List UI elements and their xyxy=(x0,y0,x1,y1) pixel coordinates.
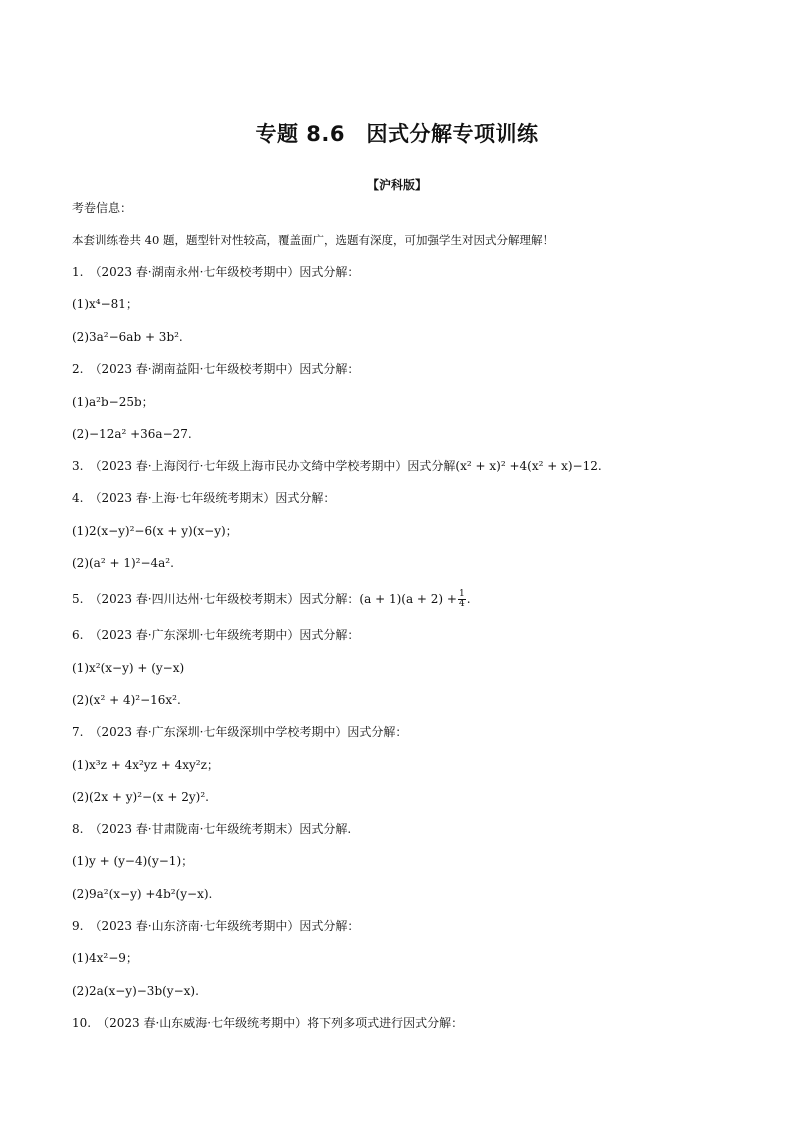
question-7-head: 7. （2023 春·广东深圳·七年级深圳中学校考期中）因式分解： xyxy=(72,725,408,739)
question-6-part-1: (1)x²(x−y) + (y−x) xyxy=(72,661,185,675)
question-2-head: 2. （2023 春·湖南益阳·七年级校考期中）因式分解： xyxy=(72,362,360,376)
question-9-part-2: (2)2a(x−y)−3b(y−x). xyxy=(72,984,199,998)
question-8-part-1: (1)y + (y−4)(y−1)； xyxy=(72,854,194,868)
exam-info-label: 考卷信息： xyxy=(72,201,133,215)
question-5-head: 5. （2023 春·四川达州·七年级校考期末）因式分解：(a + 1)(a + 2) + xyxy=(72,592,457,606)
question-7-part-2: (2)(2x + y)²−(x + 2y)². xyxy=(72,790,209,804)
fraction-denominator: 4 xyxy=(458,599,465,609)
question-3-head: 3. （2023 春·上海闵行·七年级上海市民办文绮中学校考期中）因式分解(x² + x)² +4(x² + x)−12. xyxy=(72,459,602,473)
fraction-one-quarter xyxy=(458,590,466,609)
question-9-head: 9. （2023 春·山东济南·七年级统考期中）因式分解： xyxy=(72,919,360,933)
question-5-tail: . xyxy=(466,592,471,606)
question-6-head: 6. （2023 春·广东深圳·七年级统考期中）因式分解： xyxy=(72,628,360,642)
edition-label: 【沪科版】 xyxy=(366,178,427,192)
question-4-head: 4. （2023 春·上海·七年级统考期末）因式分解： xyxy=(72,491,336,505)
question-4-part-1: (1)2(x−y)²−6(x + y)(x−y)； xyxy=(72,524,238,538)
question-2-part-2: (2)−12a² +36a−27. xyxy=(72,427,192,441)
question-8-part-2: (2)9a²(x−y) +4b²(y−x). xyxy=(72,887,213,901)
question-4-part-2: (2)(a² + 1)²−4a². xyxy=(72,556,174,570)
exam-info-text: 本套训练卷共 40 题，题型针对性较高，覆盖面广，选题有深度，可加强学生对因式分解理解！ xyxy=(72,233,554,247)
question-5-line xyxy=(72,590,471,609)
question-1-part-1: (1)x⁴−81； xyxy=(72,297,138,311)
question-6-part-2: (2)(x² + 4)²−16x². xyxy=(72,693,181,707)
fraction-numerator: 1 xyxy=(458,589,465,599)
question-7-part-1: (1)x³z + 4x²yz + 4xy²z； xyxy=(72,758,219,772)
question-1-head: 1. （2023 春·湖南永州·七年级校考期中）因式分解： xyxy=(72,265,360,279)
question-10-head: 10. （2023 春·山东威海·七年级统考期中）将下列多项式进行因式分解： xyxy=(72,1016,464,1030)
question-2-part-1: (1)a²b−25b； xyxy=(72,395,154,409)
question-8-head: 8. （2023 春·甘肃陇南·七年级统考期末）因式分解. xyxy=(72,822,352,836)
document-title: 专题 8.6 因式分解专项训练 xyxy=(255,122,539,146)
question-1-part-2: (2)3a²−6ab + 3b². xyxy=(72,330,183,344)
question-9-part-1: (1)4x²−9； xyxy=(72,951,138,965)
